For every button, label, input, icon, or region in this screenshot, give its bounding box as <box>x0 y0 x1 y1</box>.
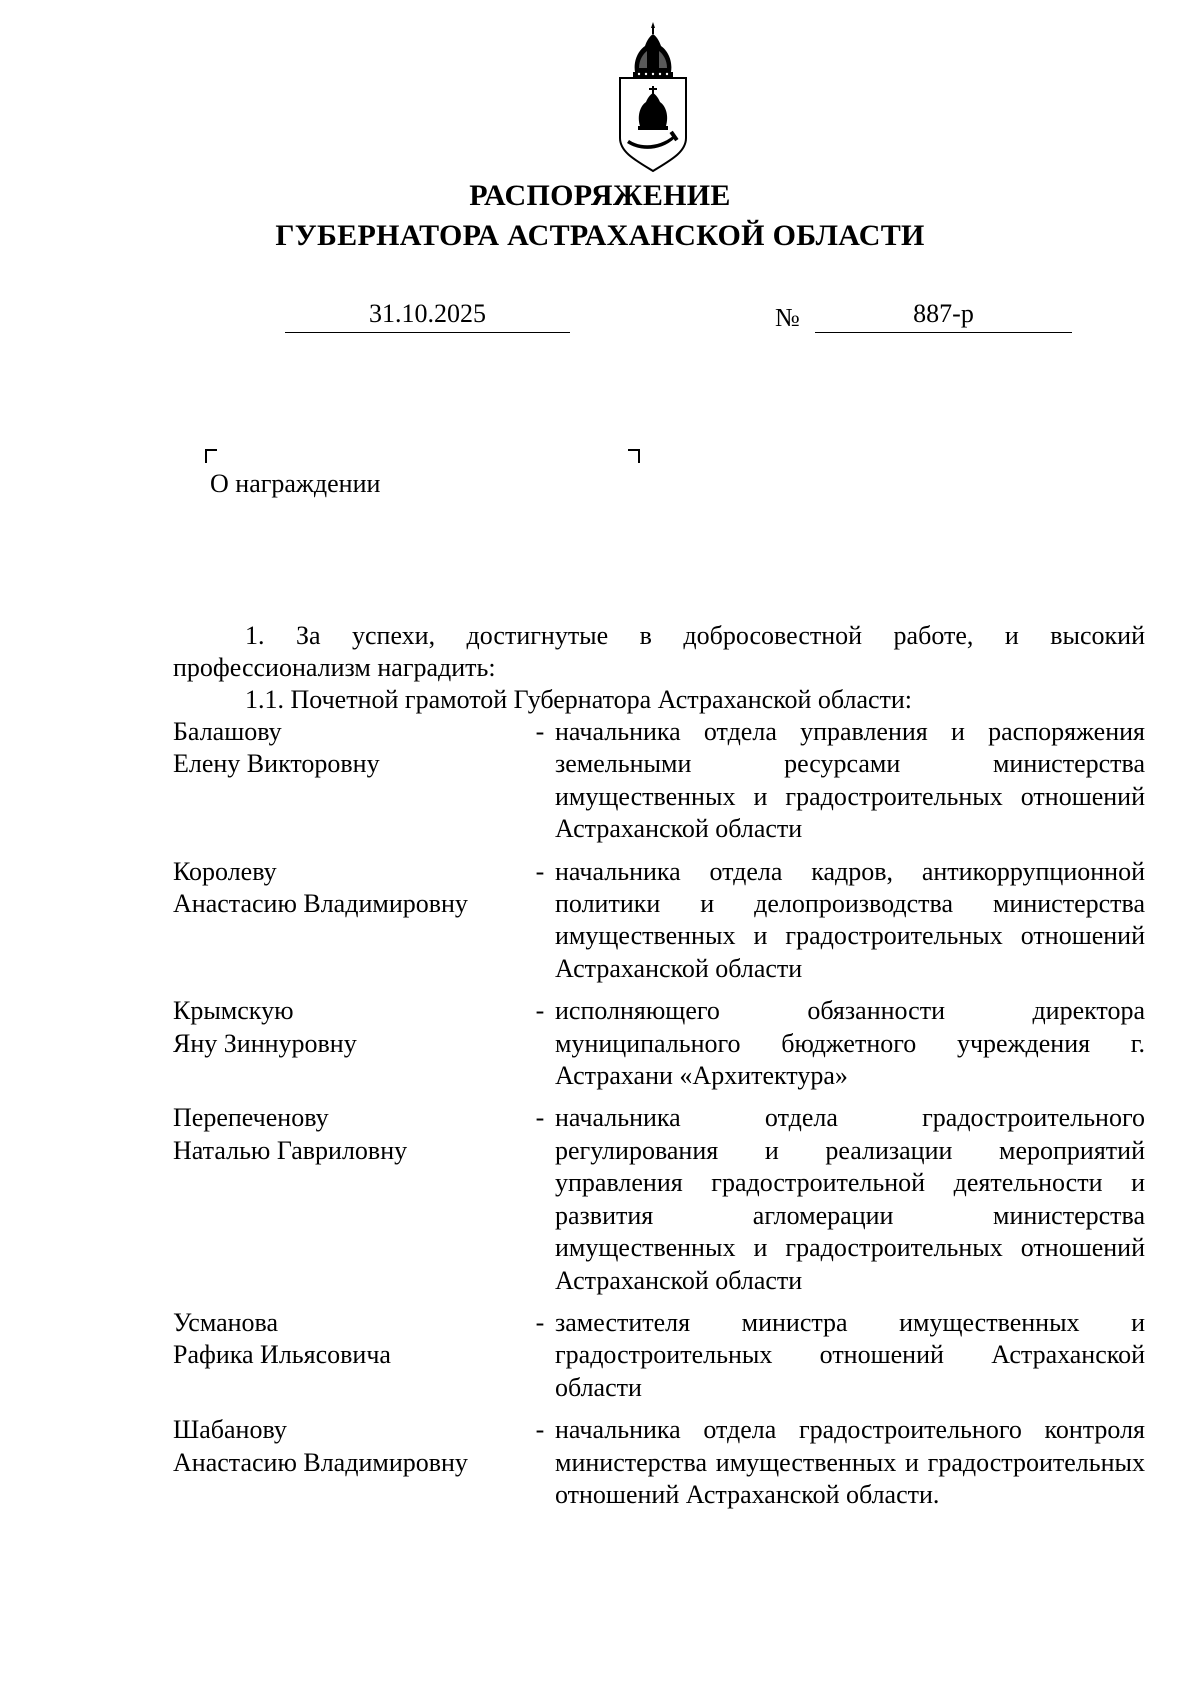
awardee-given-names: Анастасию Владимировну <box>173 1447 468 1477</box>
separator-dash: - <box>535 1307 545 1337</box>
awardee-surname: Перепеченову <box>173 1103 329 1133</box>
awardee-surname: Шабанову <box>173 1415 287 1445</box>
separator-dash: - <box>535 717 545 746</box>
subject-corner-left <box>205 449 217 463</box>
awardee-row <box>173 856 1145 986</box>
awardee-row <box>173 995 1145 1092</box>
separator-dash: - <box>535 1103 545 1133</box>
awardee-name <box>173 995 525 1092</box>
document-type-title: РАСПОРЯЖЕНИЕ <box>469 179 731 212</box>
separator-dash: - <box>535 996 545 1026</box>
awardee-name <box>173 1102 525 1296</box>
awardees-list <box>173 716 1145 1521</box>
issuer-title: ГУБЕРНАТОРА АСТРАХАНСКОЙ ОБЛАСТИ <box>275 219 925 252</box>
awardee-name <box>173 716 525 846</box>
awardee-position: начальника отдела кадров, антикоррупционной политики и делопроизводства министерства имущественных и градостроительных отношений Астраханской области <box>555 856 1145 983</box>
separator-dash: - <box>535 856 545 886</box>
awardee-given-names: Рафика Ильясовича <box>173 1340 391 1370</box>
awardee-surname: Крымскую <box>173 996 294 1026</box>
awardee-position: заместителя министра имущественных и градостроительных отношений Астраханской области <box>555 1307 1145 1402</box>
awardee-position: начальника отдела градостроительного контроля министерства имущественных и градостроительных отношений Астраханской области. <box>555 1415 1145 1509</box>
document-date: 31.10.2025 <box>285 296 570 333</box>
awardee-surname: Королеву <box>173 856 277 886</box>
awardee-name <box>173 1307 525 1404</box>
awardee-row <box>173 1414 1145 1511</box>
awardee-name <box>173 1414 525 1511</box>
awardee-position: начальника отдела градостроительного регулирования и реализации мероприятий управления градостроительной деятельности и развития агломерации министерства имущественных и градостроительных отношений Астраханской области <box>555 1103 1145 1295</box>
awardee-position: начальника отдела управления и распоряжения земельными ресурсами министерства имущественных и градостроительных отношений Астраханской области <box>555 717 1145 844</box>
separator-dash: - <box>535 1415 545 1445</box>
subject-corner-right <box>628 449 640 463</box>
awardee-row <box>173 1102 1145 1296</box>
awardee-given-names: Елену Викторовну <box>173 749 380 779</box>
awardee-surname: Усманова <box>173 1307 279 1337</box>
coat-of-arms-icon <box>613 20 693 174</box>
paragraph-1: 1. За успехи, достигнутые в добросовестной работе, и высокий профессионализм наградить: <box>173 621 1145 682</box>
paragraph-1-1: 1.1. Почетной грамотой Губернатора Астраханской области: <box>245 685 913 714</box>
awardee-row <box>173 716 1145 846</box>
awardee-given-names: Анастасию Владимировну <box>173 889 468 919</box>
awardee-row <box>173 1307 1145 1404</box>
awardee-position: исполняющего обязанности директора муниципального бюджетного учреждения г. Астрахани «Архитектура» <box>555 996 1145 1091</box>
document-number: 887-р <box>815 296 1072 333</box>
document-subject: О награждении <box>210 469 381 498</box>
awardee-given-names: Яну Зиннуровну <box>173 1028 357 1058</box>
awardee-given-names: Наталью Гавриловну <box>173 1135 408 1165</box>
awardee-surname: Балашову <box>173 717 282 746</box>
awardee-name <box>173 856 525 986</box>
number-sign: № <box>775 303 800 332</box>
